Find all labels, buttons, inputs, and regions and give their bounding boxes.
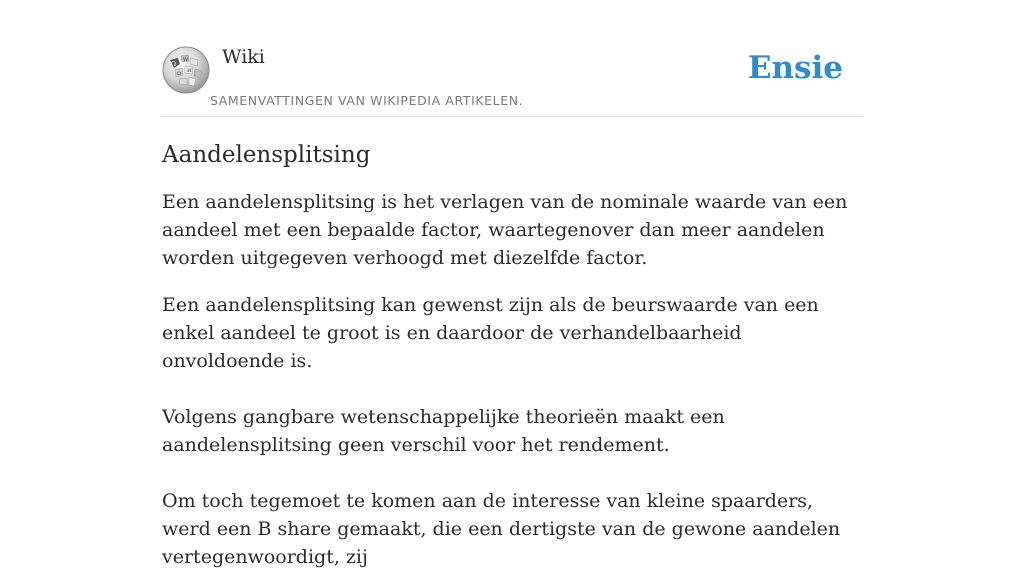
- article-paragraph: Een aandelensplitsing is het verlagen van de nominale waarde van een aandeel met een bepaalde factor, waartegenover dan meer aandelen worden uitgegeven verhoogd met diezelfde factor.: [162, 191, 848, 269]
- svg-text:И: И: [187, 68, 192, 74]
- svg-text:Ω: Ω: [171, 61, 176, 68]
- wikipedia-globe-icon[interactable]: [162, 46, 210, 94]
- site-name[interactable]: Wiki: [222, 46, 265, 68]
- svg-text:Ω: Ω: [177, 71, 182, 77]
- brand-logo-link[interactable]: Ensie: [747, 50, 843, 86]
- article: [162, 138, 862, 571]
- article-title: Aandelensplitsing: [162, 142, 371, 168]
- svg-text:W: W: [183, 57, 189, 63]
- site-header: [162, 40, 862, 117]
- article-paragraph: Een aandelensplitsing kan gewenst zijn als de beurswaarde van een enkel aandeel te groot is en daardoor de verhandelbaarheid onvoldoende is. Volgens gangbare wetenschappelijke theorieën maakt een aandelensplitsing geen verschil voor het rendement. Om toch tegemoet te komen aan de interesse van kleine spaarders, werd een B share gemaakt, die een dertigste van de gewone aandelen vertegenwoordigt, zij: [162, 294, 841, 568]
- site-tagline: SAMENVATTINGEN VAN WIKIPEDIA ARTIKELEN.: [210, 93, 524, 108]
